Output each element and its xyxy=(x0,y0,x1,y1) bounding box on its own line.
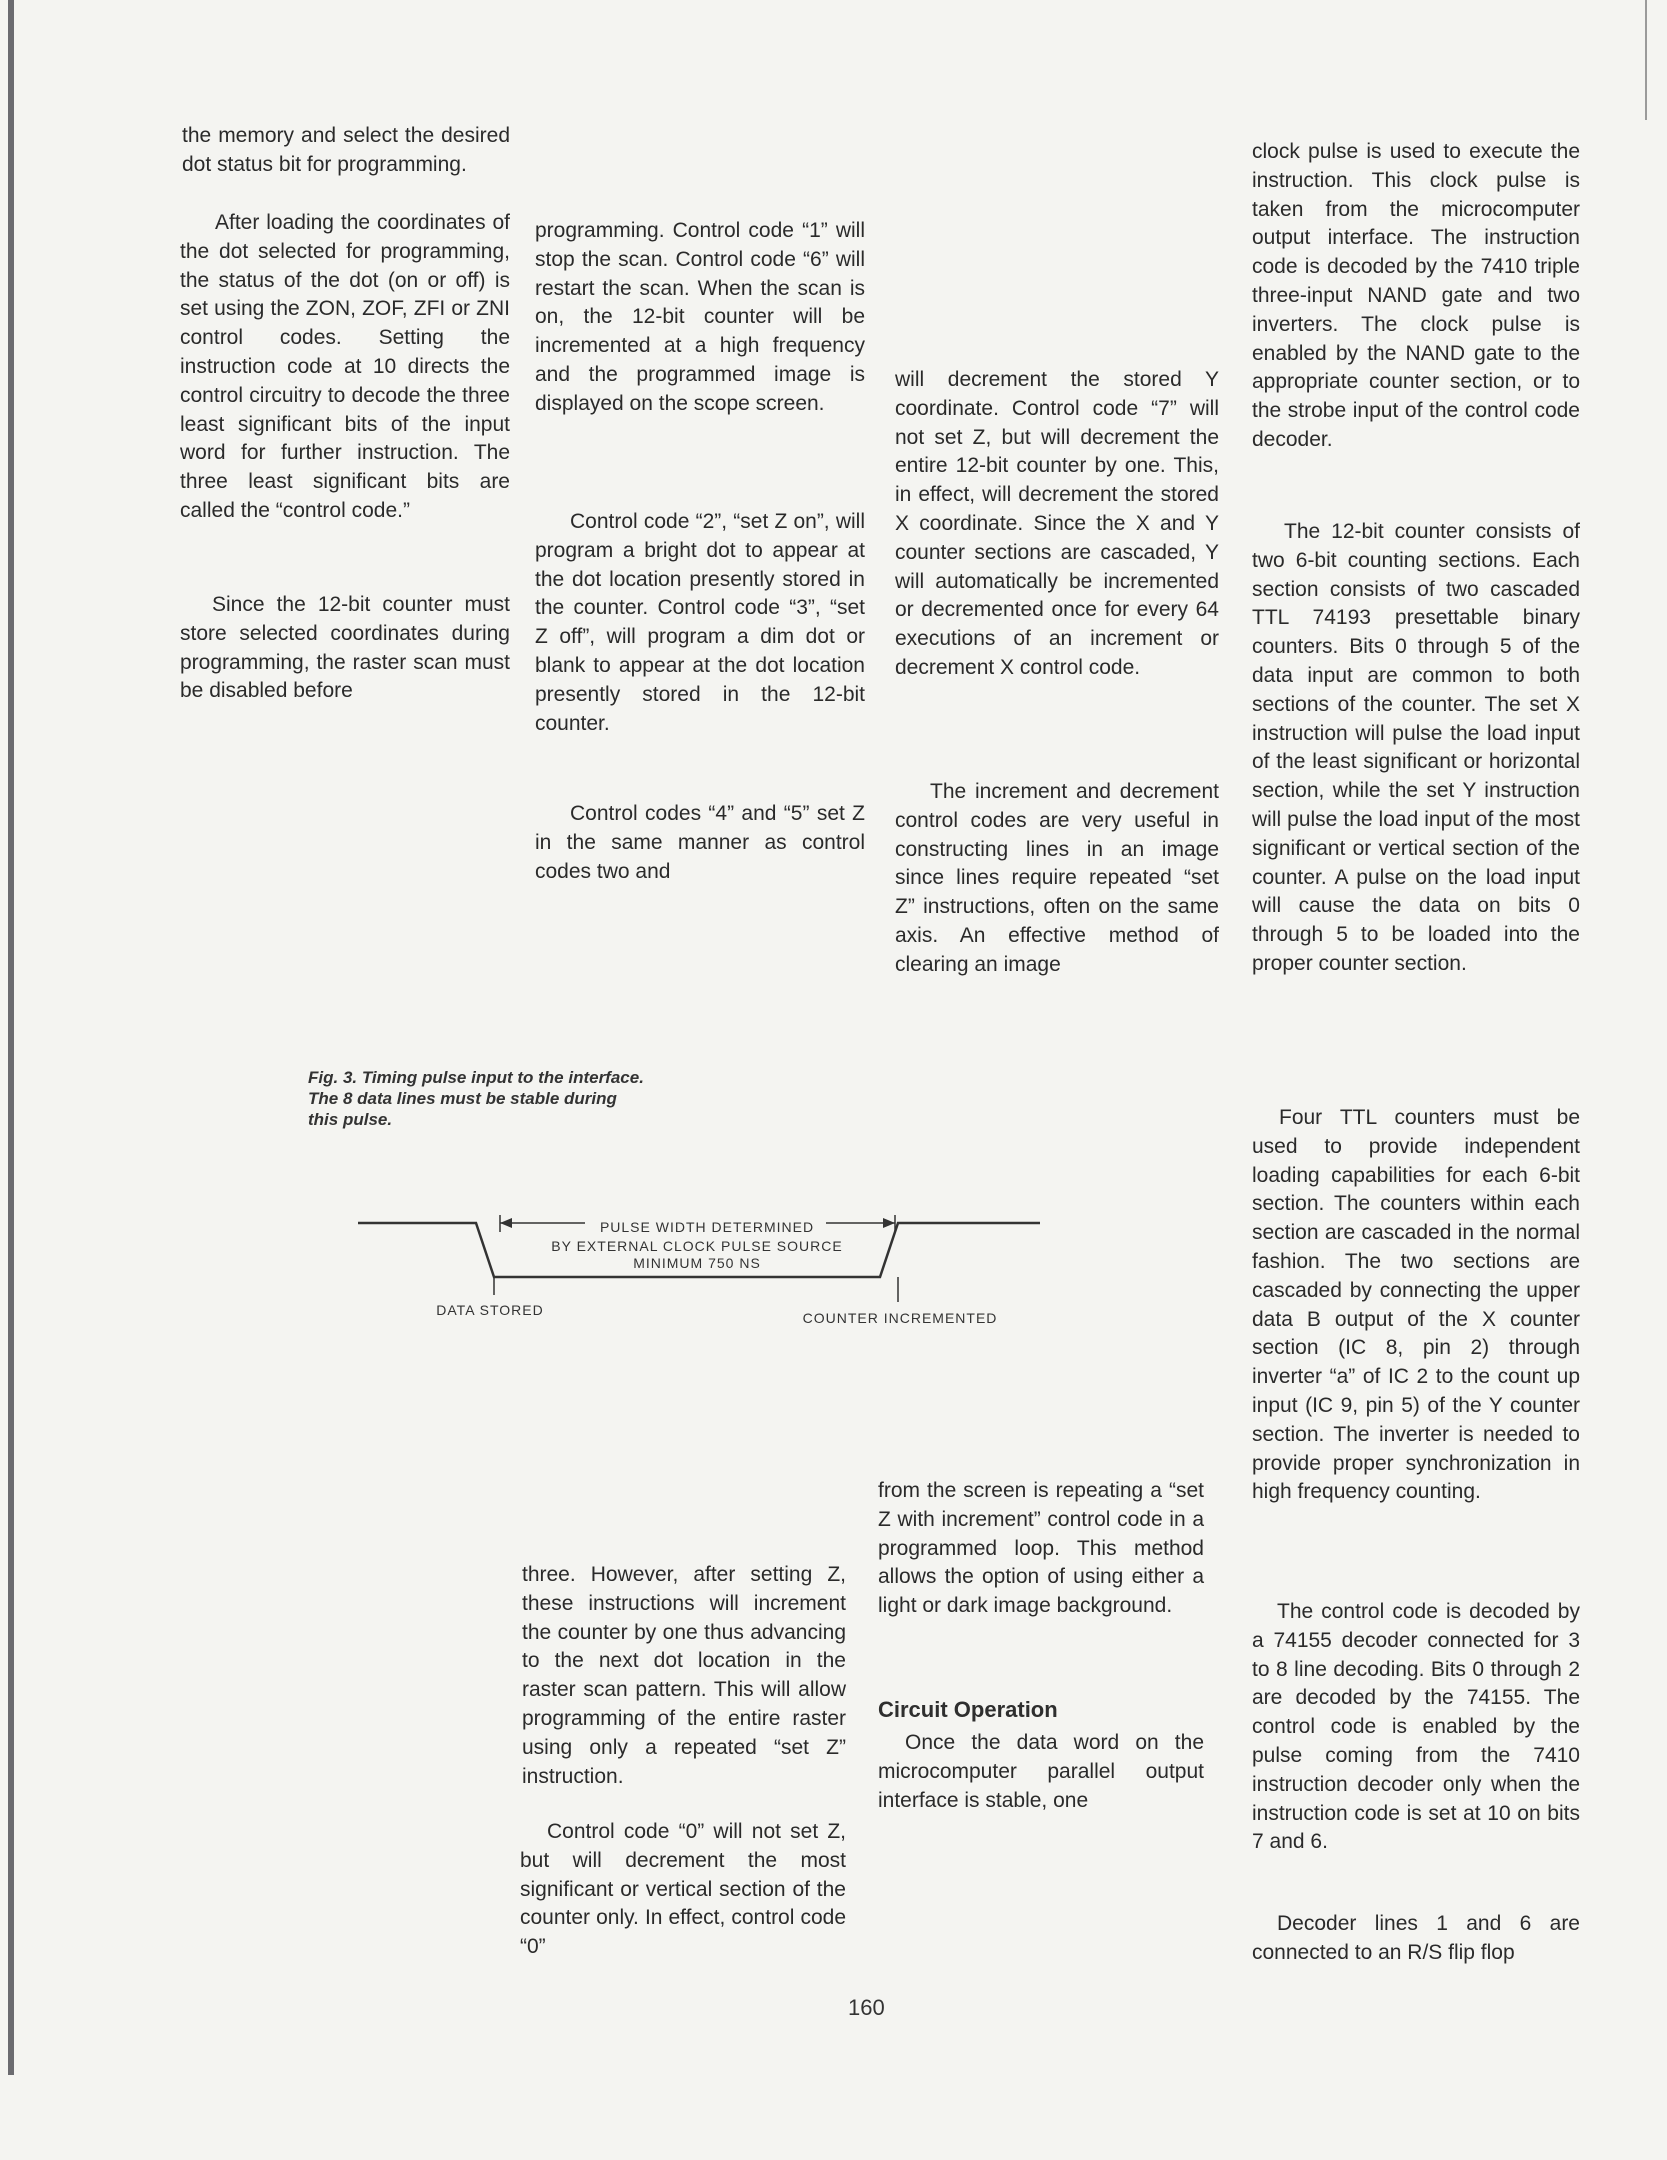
pulse-width-label-2: BY EXTERNAL CLOCK PULSE SOURCE xyxy=(551,1238,843,1254)
counter-incremented-label: COUNTER INCREMENTED xyxy=(802,1310,998,1326)
col1-para-1: the memory and select the desired dot status bit for programming. xyxy=(182,124,510,176)
pulse-width-label-1: PULSE WIDTH DETERMINED xyxy=(599,1219,815,1235)
col3-para-1: will decrement the stored Y coordinate. Control code “7” will not set Z, but will decrement the entire 12-bit counter by one. This, in effect, will decrement the stored X coordinate. Since the X and Y counter sections are cascaded, Y will automatically be incremented or decremented once for every 64 executions of an increment or decrement X control code. xyxy=(895,368,1219,679)
col1-para-2: After loading the coordinates of the dot selected for programming, the status of the dot (on or off) is set using the ZON, ZOF, ZFI or ZNI control codes. Setting the instruction code at 10 directs the control circuitry to decode the three least significant bits of the input word for further instruction. The three least significant bits are called the “control code.” xyxy=(180,211,510,522)
col3-para-2: The increment and decrement control codes are very useful in constructing lines in an image since lines require repeated “set Z” instructions, often on the same axis. An effective method of clearing an image xyxy=(895,780,1219,976)
data-stored-label: DATA STORED xyxy=(436,1302,544,1318)
page-number: 160 xyxy=(848,1995,885,2020)
col4-para-1: clock pulse is used to execute the instruction. This clock pulse is taken from the microcomputer output interface. The instruction code is decoded by the 7410 triple three-input NAND gate and two inverters. The clock pulse is enabled by the NAND gate to the appropriate counter section, or to the strobe input of the control code decoder. xyxy=(1252,140,1580,451)
col3c-para-1: Once the data word on the microcomputer parallel output interface is stable, one xyxy=(878,1731,1204,1812)
pulse-width-label-3: MINIMUM 750 NS xyxy=(633,1255,761,1271)
arrow-left-icon xyxy=(500,1218,512,1228)
col2-para-2: Control code “2”, “set Z on”, will program a bright dot to appear at the dot location presently stored in the counter. Control code “3”, “set Z off”, will program a dim dot or blank to appear at the dot location presently stored in the 12-bit counter. xyxy=(535,510,865,735)
col4-para-4: The control code is decoded by a 74155 decoder connected for 3 to 8 line decoding. Bits 0 through 2 are decoded by the 74155. The control code is enabled by the pulse coming from the 7410 instruction decoder only when the instruction code is set at 10 on bits 7 and 6. xyxy=(1252,1600,1580,1854)
col2-para-3: Control codes “4” and “5” set Z in the same manner as control codes two and xyxy=(535,802,865,883)
arrow-right-icon xyxy=(883,1218,895,1228)
col2b-para-1: three. However, after setting Z, these instructions will increment the counter by one thus advancing to the next dot location in the raster scan pattern. This will allow programming of the entire raster using only a repeated “set Z” instruction. xyxy=(522,1563,846,1788)
col3b-para-1: from the screen is repeating a “set Z with increment” control code in a programmed loop. This method allows the option of using either a light or dark image background. xyxy=(878,1479,1204,1618)
figure-caption: Fig. 3. Timing pulse input to the interface. The 8 data lines must be stable during this pulse. xyxy=(308,1068,644,1129)
col4-para-5: Decoder lines 1 and 6 are connected to an R/S flip flop xyxy=(1252,1912,1580,1964)
col4-para-2: The 12-bit counter consists of two 6-bit counting sections. Each section consists of two cascaded TTL 74193 presettable binary counters. Bits 0 through 5 of the data input are common to both sections of the counter. The set X instruction will pulse the load input of the least significant or horizontal section, while the set Y instruction will pulse the load input of the most significant or vertical section of the counter. A pulse on the load input will cause the data on bits 0 through 5 to be loaded into the proper counter section. xyxy=(1252,520,1580,975)
col1-para-3: Since the 12-bit counter must store selected coordinates during programming, the raster scan must be disabled before xyxy=(180,593,510,703)
col4-para-3: Four TTL counters must be used to provide independent loading capabilities for each 6-bit section. The counters within each section are cascaded in the normal fashion. The two sections are cascaded by connecting the upper data B output of the X counter section (IC 8, pin 2) through inverter “a” of IC 2 to the count up input (IC 9, pin 5) of the Y counter section. The inverter is needed to provide proper synchronization in high frequency counting. xyxy=(1252,1106,1580,1504)
col2b-para-2: Control code “0” will not set Z, but will decrement the most significant or vertical section of the counter only. In effect, control code “0” xyxy=(520,1820,846,1959)
col2-para-1: programming. Control code “1” will stop the scan. Control code “6” will restart the scan. When the scan is on, the 12-bit counter will be incremented at a high frequency and the programmed image is displayed on the scope screen. xyxy=(535,219,865,415)
section-heading-circuit-operation: Circuit Operation xyxy=(878,1697,1058,1722)
